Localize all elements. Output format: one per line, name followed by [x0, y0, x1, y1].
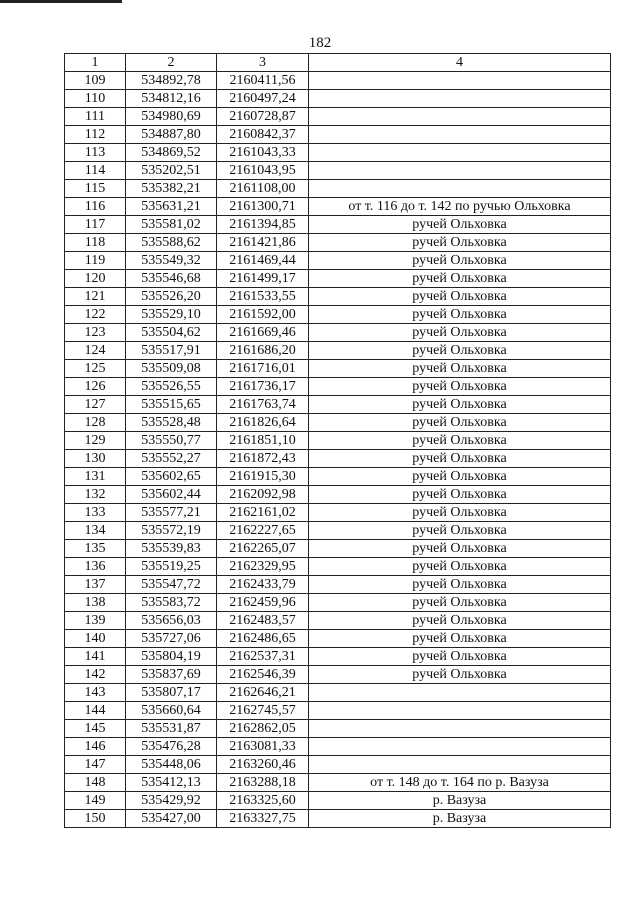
table-row — [65, 144, 611, 162]
cell-description — [309, 720, 611, 738]
cell-x-coordinate: 535588,62 — [126, 234, 217, 252]
table-row — [65, 180, 611, 198]
cell-x-coordinate: 535727,06 — [126, 630, 217, 648]
cell-x-coordinate: 535804,19 — [126, 648, 217, 666]
header-cell-x: 2 — [126, 54, 217, 72]
cell-y-coordinate: 2162092,98 — [217, 486, 309, 504]
cell-y-coordinate: 2162546,39 — [217, 666, 309, 684]
cell-description: ручей Ольховка — [309, 342, 611, 360]
table-row — [65, 486, 611, 504]
table-row — [65, 306, 611, 324]
table-row — [65, 612, 611, 630]
table-row — [65, 126, 611, 144]
cell-point-number: 137 — [65, 576, 126, 594]
header-cell-description: 4 — [309, 54, 611, 72]
cell-point-number: 118 — [65, 234, 126, 252]
cell-y-coordinate: 2161043,95 — [217, 162, 309, 180]
top-rule — [0, 0, 122, 3]
cell-x-coordinate: 535602,44 — [126, 486, 217, 504]
table-row — [65, 216, 611, 234]
cell-x-coordinate: 535583,72 — [126, 594, 217, 612]
cell-description: ручей Ольховка — [309, 216, 611, 234]
cell-point-number: 142 — [65, 666, 126, 684]
cell-y-coordinate: 2161499,17 — [217, 270, 309, 288]
cell-x-coordinate: 535476,28 — [126, 738, 217, 756]
cell-x-coordinate: 535531,87 — [126, 720, 217, 738]
table-row — [65, 288, 611, 306]
table-row — [65, 252, 611, 270]
cell-description — [309, 72, 611, 90]
table-row — [65, 324, 611, 342]
cell-y-coordinate: 2161592,00 — [217, 306, 309, 324]
cell-point-number: 122 — [65, 306, 126, 324]
header-cell-point: 1 — [65, 54, 126, 72]
cell-x-coordinate: 535550,77 — [126, 432, 217, 450]
table-row — [65, 378, 611, 396]
cell-x-coordinate: 535837,69 — [126, 666, 217, 684]
cell-point-number: 114 — [65, 162, 126, 180]
cell-description — [309, 144, 611, 162]
table-row — [65, 684, 611, 702]
table-row — [65, 360, 611, 378]
table-row — [65, 468, 611, 486]
cell-description: ручей Ольховка — [309, 288, 611, 306]
cell-point-number: 113 — [65, 144, 126, 162]
cell-x-coordinate: 535202,51 — [126, 162, 217, 180]
table-row — [65, 90, 611, 108]
cell-point-number: 136 — [65, 558, 126, 576]
cell-x-coordinate: 535572,19 — [126, 522, 217, 540]
table-row — [65, 432, 611, 450]
cell-y-coordinate: 2161872,43 — [217, 450, 309, 468]
cell-description: ручей Ольховка — [309, 648, 611, 666]
cell-x-coordinate: 535448,06 — [126, 756, 217, 774]
cell-description — [309, 684, 611, 702]
cell-point-number: 134 — [65, 522, 126, 540]
table-row — [65, 450, 611, 468]
cell-description — [309, 108, 611, 126]
cell-description: р. Вазуза — [309, 810, 611, 828]
cell-x-coordinate: 535660,64 — [126, 702, 217, 720]
cell-y-coordinate: 2161915,30 — [217, 468, 309, 486]
cell-x-coordinate: 535529,10 — [126, 306, 217, 324]
cell-description: ручей Ольховка — [309, 594, 611, 612]
cell-point-number: 123 — [65, 324, 126, 342]
cell-description — [309, 162, 611, 180]
cell-y-coordinate: 2161686,20 — [217, 342, 309, 360]
cell-x-coordinate: 535509,08 — [126, 360, 217, 378]
cell-y-coordinate: 2162483,57 — [217, 612, 309, 630]
cell-description: ручей Ольховка — [309, 360, 611, 378]
cell-description: от т. 116 до т. 142 по ручью Ольховка — [309, 198, 611, 216]
cell-point-number: 145 — [65, 720, 126, 738]
cell-description: р. Вазуза — [309, 792, 611, 810]
header-cell-y: 3 — [217, 54, 309, 72]
cell-x-coordinate: 535546,68 — [126, 270, 217, 288]
cell-description: ручей Ольховка — [309, 612, 611, 630]
cell-y-coordinate: 2161826,64 — [217, 414, 309, 432]
table-row — [65, 702, 611, 720]
cell-x-coordinate: 535528,48 — [126, 414, 217, 432]
cell-point-number: 133 — [65, 504, 126, 522]
cell-point-number: 109 — [65, 72, 126, 90]
cell-point-number: 150 — [65, 810, 126, 828]
cell-description: ручей Ольховка — [309, 378, 611, 396]
cell-description: ручей Ольховка — [309, 666, 611, 684]
cell-y-coordinate: 2161716,01 — [217, 360, 309, 378]
cell-y-coordinate: 2162537,31 — [217, 648, 309, 666]
cell-y-coordinate: 2161851,10 — [217, 432, 309, 450]
cell-point-number: 120 — [65, 270, 126, 288]
cell-description: от т. 148 до т. 164 по р. Вазуза — [309, 774, 611, 792]
cell-x-coordinate: 535552,27 — [126, 450, 217, 468]
cell-point-number: 139 — [65, 612, 126, 630]
cell-y-coordinate: 2162486,65 — [217, 630, 309, 648]
cell-x-coordinate: 535382,21 — [126, 180, 217, 198]
cell-description: ручей Ольховка — [309, 396, 611, 414]
table-row — [65, 162, 611, 180]
cell-y-coordinate: 2161394,85 — [217, 216, 309, 234]
table-row — [65, 504, 611, 522]
cell-y-coordinate: 2161421,86 — [217, 234, 309, 252]
cell-point-number: 111 — [65, 108, 126, 126]
cell-x-coordinate: 535427,00 — [126, 810, 217, 828]
cell-y-coordinate: 2162161,02 — [217, 504, 309, 522]
cell-point-number: 127 — [65, 396, 126, 414]
cell-point-number: 143 — [65, 684, 126, 702]
table-row — [65, 648, 611, 666]
table-row — [65, 810, 611, 828]
cell-point-number: 121 — [65, 288, 126, 306]
cell-description: ручей Ольховка — [309, 306, 611, 324]
cell-point-number: 116 — [65, 198, 126, 216]
cell-description — [309, 756, 611, 774]
cell-y-coordinate: 2163288,18 — [217, 774, 309, 792]
cell-description: ручей Ольховка — [309, 630, 611, 648]
cell-x-coordinate: 535577,21 — [126, 504, 217, 522]
cell-y-coordinate: 2161043,33 — [217, 144, 309, 162]
cell-y-coordinate: 2163325,60 — [217, 792, 309, 810]
cell-y-coordinate: 2161469,44 — [217, 252, 309, 270]
cell-y-coordinate: 2161736,17 — [217, 378, 309, 396]
cell-description — [309, 126, 611, 144]
cell-x-coordinate: 535581,02 — [126, 216, 217, 234]
cell-description: ручей Ольховка — [309, 234, 611, 252]
cell-point-number: 126 — [65, 378, 126, 396]
cell-description: ручей Ольховка — [309, 522, 611, 540]
table-row — [65, 756, 611, 774]
cell-description: ручей Ольховка — [309, 468, 611, 486]
cell-point-number: 128 — [65, 414, 126, 432]
cell-description — [309, 90, 611, 108]
table-row — [65, 666, 611, 684]
cell-description — [309, 702, 611, 720]
cell-y-coordinate: 2160842,37 — [217, 126, 309, 144]
cell-description: ручей Ольховка — [309, 558, 611, 576]
table-row — [65, 558, 611, 576]
cell-point-number: 125 — [65, 360, 126, 378]
cell-x-coordinate: 535515,65 — [126, 396, 217, 414]
cell-y-coordinate: 2160411,56 — [217, 72, 309, 90]
table-body — [65, 72, 611, 828]
cell-y-coordinate: 2160728,87 — [217, 108, 309, 126]
cell-y-coordinate: 2161669,46 — [217, 324, 309, 342]
cell-x-coordinate: 534812,16 — [126, 90, 217, 108]
cell-point-number: 135 — [65, 540, 126, 558]
table-row — [65, 594, 611, 612]
cell-x-coordinate: 535519,25 — [126, 558, 217, 576]
cell-point-number: 112 — [65, 126, 126, 144]
cell-point-number: 138 — [65, 594, 126, 612]
cell-x-coordinate: 534980,69 — [126, 108, 217, 126]
cell-point-number: 148 — [65, 774, 126, 792]
cell-x-coordinate: 535517,91 — [126, 342, 217, 360]
cell-x-coordinate: 534887,80 — [126, 126, 217, 144]
cell-y-coordinate: 2163260,46 — [217, 756, 309, 774]
cell-x-coordinate: 534869,52 — [126, 144, 217, 162]
cell-x-coordinate: 535631,21 — [126, 198, 217, 216]
cell-point-number: 115 — [65, 180, 126, 198]
table-row — [65, 720, 611, 738]
cell-description: ручей Ольховка — [309, 252, 611, 270]
cell-x-coordinate: 535807,17 — [126, 684, 217, 702]
cell-x-coordinate: 535549,32 — [126, 252, 217, 270]
cell-y-coordinate: 2160497,24 — [217, 90, 309, 108]
cell-point-number: 149 — [65, 792, 126, 810]
cell-y-coordinate: 2162646,21 — [217, 684, 309, 702]
cell-point-number: 147 — [65, 756, 126, 774]
table-row — [65, 522, 611, 540]
cell-point-number: 132 — [65, 486, 126, 504]
table-row — [65, 792, 611, 810]
cell-x-coordinate: 535602,65 — [126, 468, 217, 486]
cell-description: ручей Ольховка — [309, 450, 611, 468]
table-row — [65, 576, 611, 594]
cell-description: ручей Ольховка — [309, 414, 611, 432]
cell-point-number: 110 — [65, 90, 126, 108]
cell-description: ручей Ольховка — [309, 540, 611, 558]
table-row — [65, 738, 611, 756]
cell-description: ручей Ольховка — [309, 270, 611, 288]
cell-point-number: 124 — [65, 342, 126, 360]
cell-y-coordinate: 2162227,65 — [217, 522, 309, 540]
table-row — [65, 396, 611, 414]
cell-y-coordinate: 2163081,33 — [217, 738, 309, 756]
table-row — [65, 198, 611, 216]
cell-point-number: 117 — [65, 216, 126, 234]
table-row — [65, 234, 611, 252]
cell-x-coordinate: 535429,92 — [126, 792, 217, 810]
cell-description: ручей Ольховка — [309, 486, 611, 504]
coordinates-table — [64, 53, 611, 828]
cell-y-coordinate: 2162459,96 — [217, 594, 309, 612]
cell-point-number: 141 — [65, 648, 126, 666]
cell-point-number: 129 — [65, 432, 126, 450]
cell-y-coordinate: 2162862,05 — [217, 720, 309, 738]
cell-point-number: 130 — [65, 450, 126, 468]
cell-y-coordinate: 2161763,74 — [217, 396, 309, 414]
table-row — [65, 774, 611, 792]
header-row — [65, 54, 611, 72]
cell-point-number: 144 — [65, 702, 126, 720]
table-row — [65, 108, 611, 126]
cell-x-coordinate: 535547,72 — [126, 576, 217, 594]
cell-point-number: 131 — [65, 468, 126, 486]
cell-x-coordinate: 535539,83 — [126, 540, 217, 558]
cell-description: ручей Ольховка — [309, 432, 611, 450]
cell-description — [309, 180, 611, 198]
cell-y-coordinate: 2161533,55 — [217, 288, 309, 306]
cell-x-coordinate: 535656,03 — [126, 612, 217, 630]
cell-y-coordinate: 2161108,00 — [217, 180, 309, 198]
cell-description: ручей Ольховка — [309, 324, 611, 342]
cell-description: ручей Ольховка — [309, 504, 611, 522]
table-row — [65, 72, 611, 90]
cell-y-coordinate: 2161300,71 — [217, 198, 309, 216]
cell-x-coordinate: 534892,78 — [126, 72, 217, 90]
cell-y-coordinate: 2162329,95 — [217, 558, 309, 576]
cell-y-coordinate: 2162265,07 — [217, 540, 309, 558]
cell-description — [309, 738, 611, 756]
page-number: 182 — [308, 35, 332, 51]
cell-y-coordinate: 2163327,75 — [217, 810, 309, 828]
cell-point-number: 119 — [65, 252, 126, 270]
cell-y-coordinate: 2162433,79 — [217, 576, 309, 594]
cell-x-coordinate: 535526,55 — [126, 378, 217, 396]
cell-description: ручей Ольховка — [309, 576, 611, 594]
cell-x-coordinate: 535526,20 — [126, 288, 217, 306]
table-row — [65, 342, 611, 360]
table-row — [65, 414, 611, 432]
cell-point-number: 140 — [65, 630, 126, 648]
table-row — [65, 270, 611, 288]
cell-x-coordinate: 535504,62 — [126, 324, 217, 342]
cell-y-coordinate: 2162745,57 — [217, 702, 309, 720]
cell-x-coordinate: 535412,13 — [126, 774, 217, 792]
table-row — [65, 540, 611, 558]
cell-point-number: 146 — [65, 738, 126, 756]
table-row — [65, 630, 611, 648]
